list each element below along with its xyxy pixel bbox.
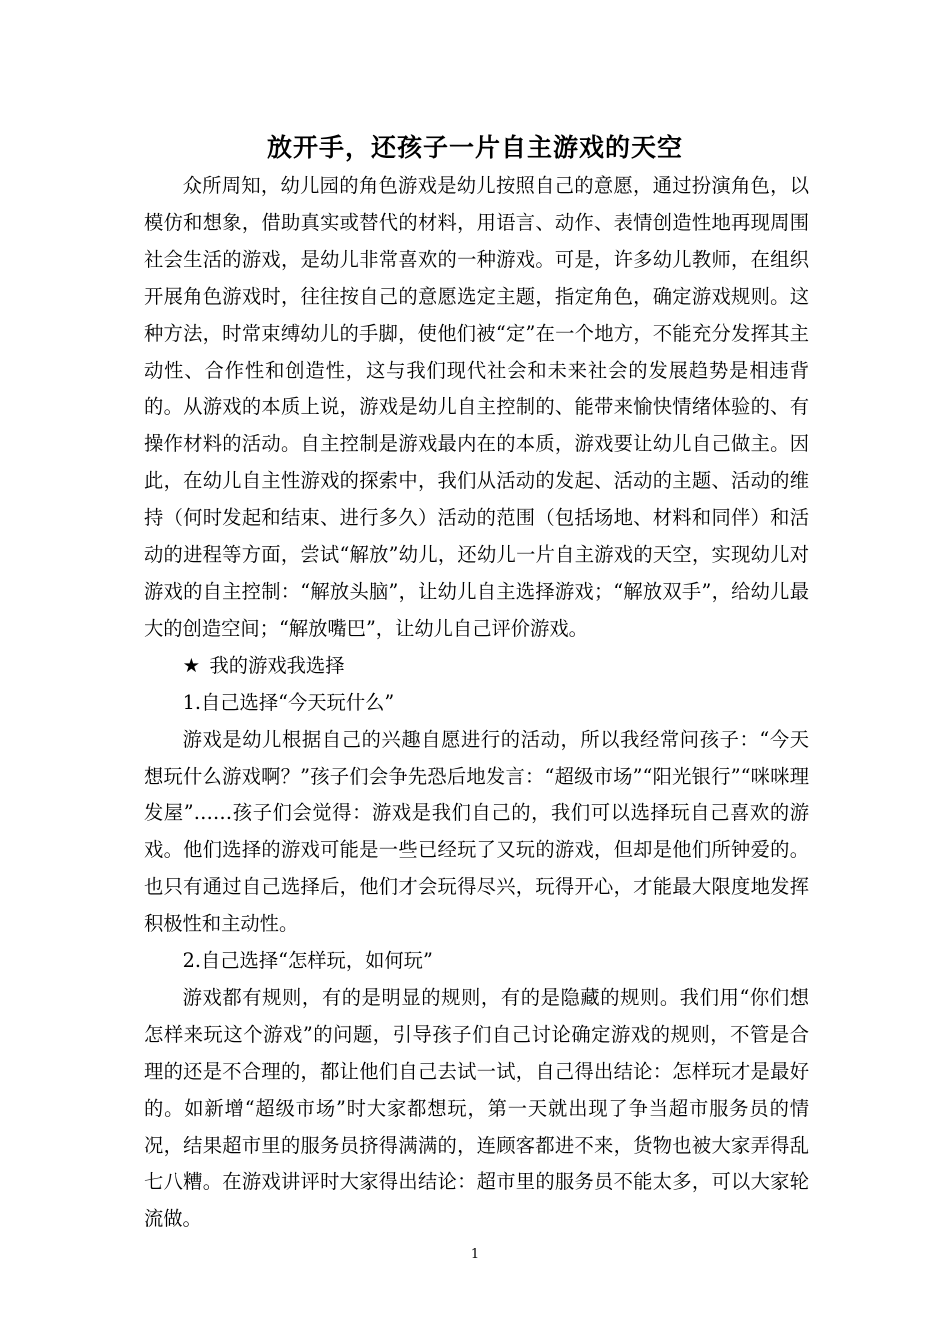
subsection-heading-2: 2.自己选择“怎样玩，如何玩” — [182, 949, 433, 973]
star-icon: ★ — [182, 653, 200, 677]
page-title: 放开手，还孩子一片自主游戏的天空 — [266, 133, 683, 162]
document-body — [144, 168, 809, 1238]
page-number: 1 — [470, 1247, 480, 1262]
paragraph-choose-game: 游戏是幼儿根据自己的兴趣自愿进行的活动，所以我经常问孩子：“今天想玩什么游戏啊？”孩子们会争先恐后地发言：“超级市场”“阳光银行”“咪咪理发屋”……孩子们会觉得：游戏是我们自己的，我们可以选择玩自己喜欢的游戏。他们选择的游戏可能是一些已经玩了又玩的游戏，但却是他们所钟爱的。也只有通过自己选择后，他们才会玩得尽兴，玩得开心，才能最大限度地发挥积极性和主动性。 — [144, 727, 809, 936]
section-heading — [144, 648, 809, 685]
paragraph-game-rules: 游戏都有规则，有的是明显的规则，有的是隐藏的规则。我们用“你们想怎样来玩这个游戏”的问题，引导孩子们自己讨论确定游戏的规则，不管是合理的还是不合理的，都让他们自己去试一试，自己得出结论：怎样玩才是最好的。如新增“超级市场”时大家都想玩，第一天就出现了争当超市服务员的情况，结果超市里的服务员挤得满满的，连顾客都进不来，货物也被大家弄得乱七八糟。在游戏讲评时大家得出结论：超市里的服务员不能太多，可以大家轮流做。 — [144, 985, 809, 1231]
paragraph-intro: 众所周知，幼儿园的角色游戏是幼儿按照自己的意愿，通过扮演角色，以模仿和想象，借助真实或替代的材料，用语言、动作、表情创造性地再现周围社会生活的游戏，是幼儿非常喜欢的一种游戏。可是，许多幼儿教师，在组织开展角色游戏时，往往按自己的意愿选定主题，指定角色，确定游戏规则。这种方法，时常束缚幼儿的手脚，使他们被“定”在一个地方，不能充分发挥其主动性、合作性和创造性，这与我们现代社会和未来社会的发展趋势是相违背的。从游戏的本质上说，游戏是幼儿自主控制的、能带来愉快情绪体验的、有操作材料的活动。自主控制是游戏最内在的本质，游戏要让幼儿自己做主。因此，在幼儿自主性游戏的探索中，我们从活动的发起、活动的主题、活动的维持（何时发起和结束、进行多久）活动的范围（包括场地、材料和同伴）和活动的进程等方面，尝试“解放”幼儿，还幼儿一片自主游戏的天空，实现幼儿对游戏的自主控制：“解放头脑”，让幼儿自主选择游戏；“解放双手”，给幼儿最大的创造空间；“解放嘴巴”，让幼儿自己评价游戏。 — [144, 174, 809, 640]
subsection-heading-1: 1.自己选择“今天玩什么” — [182, 690, 395, 714]
section-heading-text: 我的游戏我选择 — [209, 653, 345, 677]
